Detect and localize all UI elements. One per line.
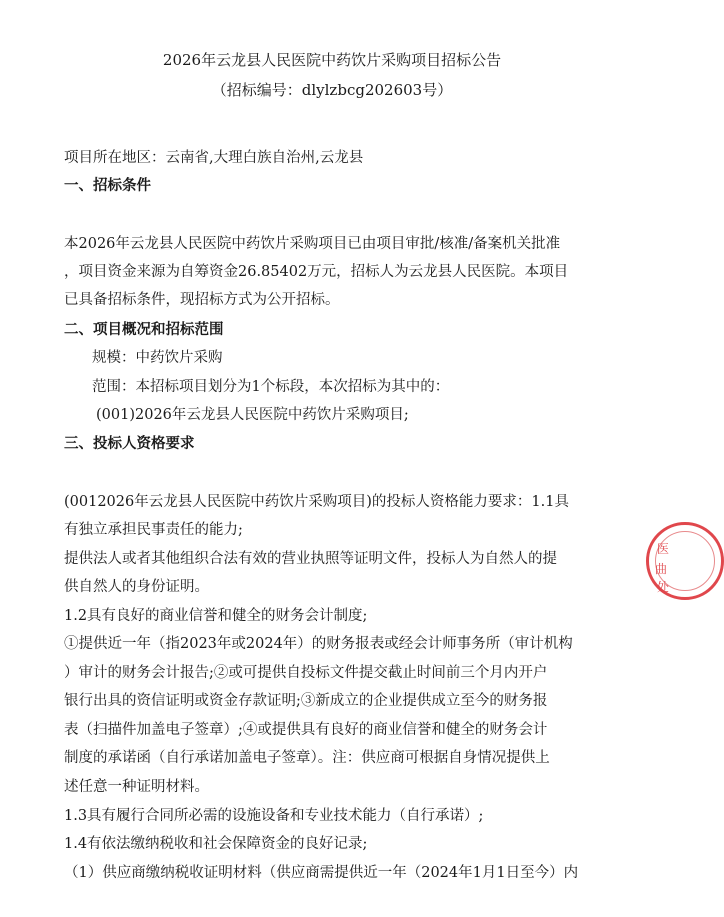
section3-line: 述任意一种证明材料。 bbox=[64, 779, 209, 795]
project-scope: 范围：本招标项目划分为1个标段，本次招标为其中的： bbox=[92, 379, 450, 395]
seal-char: 医 bbox=[657, 542, 670, 556]
section3-line: 有独立承担民事责任的能力; bbox=[64, 522, 243, 538]
project-scale: 规模：中药饮片采购 bbox=[92, 350, 223, 366]
section3-line: 制度的承诺函（自行承诺加盖电子签章）。注：供应商可根据自身情况提供上 bbox=[64, 750, 550, 766]
section1-line: 已具备招标条件，现招标方式为公开招标。 bbox=[64, 292, 340, 308]
tender-number: （招标编号：dlylzbcg202603号） bbox=[211, 81, 453, 99]
seal-char: 处 bbox=[657, 580, 670, 594]
section3-line: ）审计的财务会计报告;②或可提供自投标文件提交截止时间前三个月内开户 bbox=[64, 665, 548, 681]
project-location: 项目所在地区：云南省,大理白族自治州,云龙县 bbox=[64, 150, 364, 166]
official-seal-stamp bbox=[646, 522, 724, 600]
section3-heading: 三、投标人资格要求 bbox=[64, 436, 195, 452]
section3-line: （1）供应商缴纳税收证明材料（供应商需提供近一年（2024年1月1日至今）内 bbox=[64, 865, 579, 881]
seal-char: 曲 bbox=[655, 562, 668, 576]
section3-line: 提供法人或者其他组织合法有效的营业执照等证明文件，投标人为自然人的提 bbox=[64, 551, 557, 567]
section1-line: ，项目资金来源为自筹资金26.85402万元，招标人为云龙县人民医院。本项目 bbox=[64, 264, 569, 280]
section3-line: 银行出具的资信证明或资金存款证明;③新成立的企业提供成立至今的财务报 bbox=[64, 693, 548, 709]
section3-line: 表（扫描件加盖电子签章）;④或提供具有良好的商业信誉和健全的财务会计 bbox=[64, 722, 548, 738]
section3-line: 1.2具有良好的商业信誉和健全的财务会计制度; bbox=[64, 608, 368, 624]
section3-line: ①提供近一年（指2023年或2024年）的财务报表或经会计师事务所（审计机构 bbox=[64, 636, 573, 652]
section2-heading: 二、项目概况和招标范围 bbox=[64, 322, 224, 338]
section3-line: 1.4有依法缴纳税收和社会保障资金的良好记录; bbox=[64, 836, 368, 852]
project-lot: (001)2026年云龙县人民医院中药饮片采购项目; bbox=[96, 407, 409, 423]
section3-line: 供自然人的身份证明。 bbox=[64, 579, 209, 595]
document-title: 2026年云龙县人民医院中药饮片采购项目招标公告 bbox=[162, 51, 502, 69]
section3-line: 1.3具有履行合同所必需的设施设备和专业技术能力（自行承诺）; bbox=[64, 808, 484, 824]
section3-line: (0012026年云龙县人民医院中药饮片采购项目)的投标人资格能力要求：1.1具 bbox=[64, 494, 569, 510]
section1-line: 本2026年云龙县人民医院中药饮片采购项目已由项目审批/核准/备案机关批准 bbox=[64, 236, 561, 252]
section1-heading: 一、招标条件 bbox=[64, 178, 151, 194]
